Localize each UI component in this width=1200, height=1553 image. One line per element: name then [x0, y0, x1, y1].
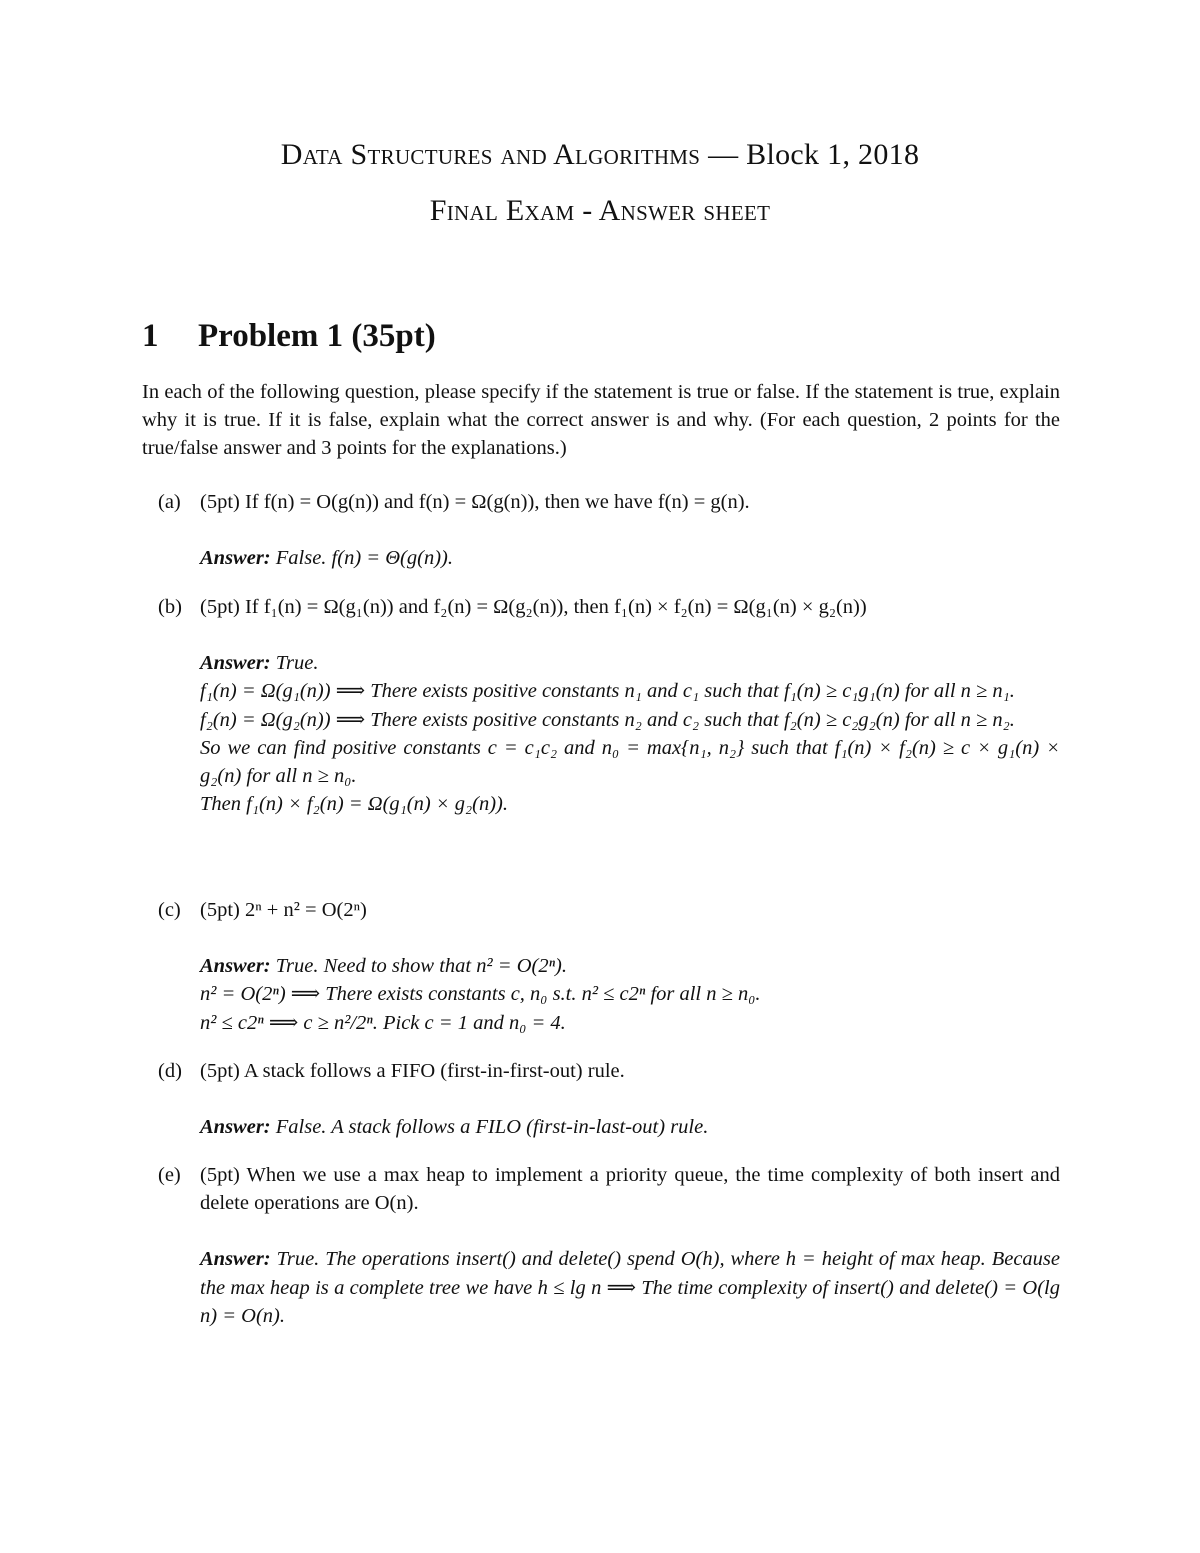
question-label: (d) [158, 1060, 182, 1082]
answer-keyword: Answer: [200, 1116, 271, 1139]
answer-line: f₁(n) = Ω(g₁(n)) ⟹ There exists positive constants n₁ and c₁ such that f₁(n) ≥ c₁g₁(n) for all n ≥ n₁. [200, 680, 1015, 703]
answer-text: True. The operations insert() and delete() spend O(h), where h = height of max heap. Because the max heap is a complete tree we have h ≤ lg n ⟹ The time complexity of insert() and delete() = O(lg n) = O(n). [200, 1248, 1060, 1327]
answer [200, 649, 1060, 818]
answer-line: True. Need to show that n² = O(2ⁿ). [275, 955, 567, 978]
answer [200, 1113, 1060, 1141]
answer-line: n² = O(2ⁿ) ⟹ There exists constants c, n₀ s.t. n² ≤ c2ⁿ for all n ≥ n₀. [200, 983, 761, 1006]
question-label: (c) [158, 899, 181, 921]
question-c [142, 896, 1060, 1037]
document-subtitle: Final Exam - Answer sheet [429, 194, 771, 227]
question-b [142, 593, 1060, 818]
question-label: (b) [158, 596, 182, 618]
question-label: (a) [158, 491, 181, 513]
answer-keyword: Answer: [200, 955, 271, 978]
section-title: Problem 1 (35pt) [198, 318, 436, 354]
question-statement: (5pt) If f₁(n) = Ω(g₁(n)) and f₂(n) = Ω(g₂(n)), then f₁(n) × f₂(n) = Ω(g₁(n) × g₂(n)) [200, 596, 867, 618]
answer-keyword: Answer: [200, 547, 271, 570]
question-statement: (5pt) A stack follows a FIFO (first-in-first-out) rule. [200, 1060, 625, 1082]
question-a [142, 488, 1060, 572]
answer [200, 1245, 1060, 1330]
section-heading [142, 318, 436, 355]
answer-keyword: Answer: [200, 652, 271, 675]
answer-line: Then f₁(n) × f₂(n) = Ω(g₁(n) × g₂(n)). [200, 793, 508, 816]
section-number: 1 [142, 318, 159, 354]
answer-line: So we can find positive constants c = c₁c₂ and n₀ = max{n₁, n₂} such that f₁(n) × f₂(n) ≥ c × g₁(n) × g₂(n) for all n ≥ n₀. [200, 736, 1060, 788]
answer [200, 544, 1060, 572]
section-intro: In each of the following question, please specify if the statement is true or false. If the statement is true, explain why it is true. If it is false, explain what the correct answer is and why. (For each question, 2 points for the true/false answer and 3 points for the explanations.) [142, 381, 1060, 460]
question-d [142, 1057, 1060, 1141]
answer-keyword: Answer: [200, 1248, 271, 1271]
course-name: Data Structures and Algorithms [280, 138, 701, 171]
question-statement: (5pt) 2ⁿ + n² = O(2ⁿ) [200, 899, 367, 921]
question-label: (e) [158, 1164, 181, 1186]
course-block: — Block 1, 2018 [708, 138, 920, 171]
answer-text: False. f(n) = Θ(g(n)). [275, 547, 453, 570]
answer-line: f₂(n) = Ω(g₂(n)) ⟹ There exists positive constants n₂ and c₂ such that f₂(n) ≥ c₂g₂(n) for all n ≥ n₂. [200, 708, 1015, 731]
answer-text: False. A stack follows a FILO (first-in-last-out) rule. [275, 1116, 709, 1139]
question-statement: (5pt) If f(n) = O(g(n)) and f(n) = Ω(g(n)), then we have f(n) = g(n). [200, 491, 750, 513]
question-statement: (5pt) When we use a max heap to implement a priority queue, the time complexity of both insert and delete operations are O(n). [200, 1164, 1060, 1215]
answer [200, 952, 1060, 1037]
answer-line: True. [275, 652, 319, 675]
question-e [142, 1161, 1060, 1330]
answer-line: n² ≤ c2ⁿ ⟹ c ≥ n²/2ⁿ. Pick c = 1 and n₀ = 4. [200, 1011, 566, 1034]
document-title [0, 138, 1200, 172]
